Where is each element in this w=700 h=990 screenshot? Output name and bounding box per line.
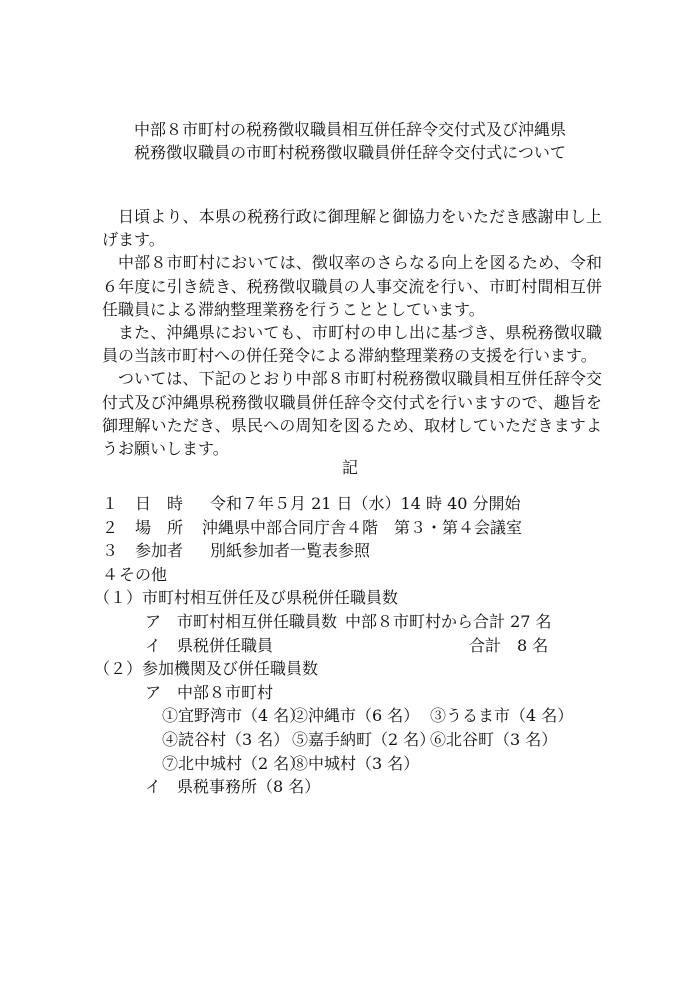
municipality-entry: ①宜野湾市（4 名）	[162, 706, 306, 726]
item-place	[102, 516, 602, 540]
paragraph-greeting: 日頃より、本県の税務行政に御理解と御協力をいただき感謝申し上げます。	[102, 207, 602, 250]
subsection-2	[94, 657, 602, 681]
sub-item-label: イ 県税併任職員	[145, 635, 274, 655]
municipality-row	[102, 704, 602, 728]
item-label: 参加者	[135, 541, 184, 561]
subsection-heading: （１）市町村相互併任及び県税併任職員数	[94, 588, 399, 608]
item-label: 場 所	[135, 517, 184, 537]
document-title	[0, 118, 700, 164]
municipality-entry: ⑦北中城村（2 名）	[162, 753, 306, 773]
item-number: ４	[102, 564, 119, 584]
municipality-entry: ②沖縄市（6 名）	[292, 706, 420, 726]
item-value: 沖縄県中部合同庁舎４階 第３・第４会議室	[202, 517, 523, 537]
municipality-entry: ⑧中城村（3 名）	[292, 753, 420, 773]
title-line-2: 税務徴収職員の市町村税務徴収職員併任辞令交付式について	[134, 143, 566, 162]
item-date	[102, 492, 602, 516]
paragraph-request: ついては、下記のとおり中部８市町村税務徴収職員相互併任辞令交付式及び沖縄県税務徴収職員併任辞令交付式を行いますので、趣旨を御理解いただき、県民への周知を図るため、取材していただきますようお願いします。	[102, 369, 602, 459]
details-list	[94, 492, 602, 799]
sub-item-label: イ 県税事務所（8 名）	[145, 777, 321, 797]
municipality-entry: ⑥北谷町（3 名）	[430, 729, 558, 749]
item-attendees	[102, 539, 602, 563]
item-number: ３	[102, 541, 119, 561]
municipality-entry: ⑤嘉手納町（2 名）	[292, 729, 436, 749]
sub-item-value: 合計 8 名	[469, 635, 549, 655]
item-value: 令和７年５月 21 日（水）14 時 40 分開始	[210, 494, 521, 513]
municipality-row	[102, 728, 602, 752]
sub-item-label: ア 市町村相互併任職員数	[145, 611, 338, 631]
item-number: １	[102, 494, 119, 513]
sub-item-value: 中部８市町村から合計 27 名	[345, 611, 552, 631]
sub1-prefectural-staff	[102, 634, 602, 658]
title-line-1: 中部８市町村の税務徴収職員相互併任辞令交付式及び沖縄県	[133, 120, 566, 139]
municipality-entry: ④読谷村（3 名）	[162, 729, 290, 749]
item-value: 別紙参加者一覧表参照	[210, 541, 371, 561]
item-label: その他	[119, 564, 168, 584]
sub1-mutual-staff	[102, 610, 602, 634]
paragraph-okinawa: また、沖縄県においても、市町村の申し出に基づき、県税務徴収職員の当該市町村への併任発令による滞納整理業務の支援を行います。	[102, 323, 602, 366]
subsection-1	[94, 586, 602, 610]
paragraph-chubu: 中部８市町村においては、徴収率のさらなる向上を図るため、令和６年度に引き続き、税務徴収職員の人事交流を行い、市町村間相互併任職員による滞納整理業務を行うこととしています。	[102, 253, 602, 319]
ki-heading: 記	[341, 458, 358, 477]
item-other	[102, 563, 602, 587]
municipality-entry: ③うるま市（4 名）	[430, 706, 574, 726]
sub2-tax-office	[102, 775, 602, 799]
item-number: ２	[102, 517, 119, 537]
intro-body	[102, 205, 602, 460]
sub2-municipalities	[102, 681, 602, 705]
municipality-row	[102, 752, 602, 776]
sub-item-label: ア 中部８市町村	[145, 682, 274, 702]
item-label: 日 時	[135, 494, 184, 513]
subsection-heading: （２）参加機関及び併任職員数	[94, 659, 319, 679]
